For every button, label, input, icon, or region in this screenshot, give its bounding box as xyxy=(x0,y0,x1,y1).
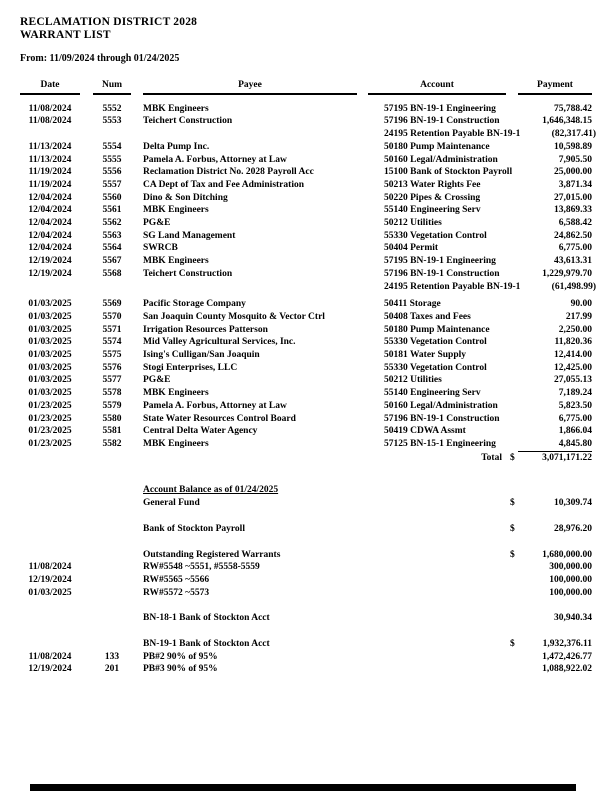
warrant-num: 5555 xyxy=(102,154,122,165)
balance-dollar-sign: $ xyxy=(510,523,515,534)
warrant-account: 15100 Bank of Stockton Payroll xyxy=(384,167,513,178)
warrant-rows xyxy=(20,103,596,452)
warrant-payment: (61,498.99) xyxy=(551,281,596,292)
balance-sub-row xyxy=(20,561,592,574)
warrant-num: 5556 xyxy=(102,167,122,178)
balance-sub-date: 01/03/2025 xyxy=(28,587,72,598)
warrant-payee: Irrigation Resources Patterson xyxy=(143,324,268,335)
warrant-row xyxy=(20,179,592,192)
warrant-row xyxy=(20,268,592,281)
warrant-date: 01/03/2025 xyxy=(28,299,72,310)
total-label: Total xyxy=(481,452,502,463)
warrant-account: 50160 Legal/Administration xyxy=(384,154,498,165)
balance-dollar-sign: $ xyxy=(510,549,515,560)
balance-sub-date: 11/08/2024 xyxy=(28,651,72,662)
warrant-row xyxy=(20,166,592,179)
warrant-payee: Dino & Son Ditching xyxy=(143,192,228,203)
warrant-payment: 6,775.00 xyxy=(558,243,592,254)
balance-item-label: Outstanding Registered Warrants xyxy=(143,549,281,560)
warrant-payee: SG Land Management xyxy=(143,230,236,241)
warrant-num: 5564 xyxy=(102,243,122,254)
balance-sub-row xyxy=(20,587,592,600)
warrant-account: 55140 Engineering Serv xyxy=(384,205,481,216)
warrant-account: 50411 Storage xyxy=(384,299,441,310)
warrant-account: 55330 Vegetation Control xyxy=(384,337,487,348)
warrant-payment: (82,317.41) xyxy=(551,129,596,140)
warrant-date: 12/19/2024 xyxy=(28,256,72,267)
balance-item-amount-cell xyxy=(510,549,592,562)
warrant-date: 01/03/2025 xyxy=(28,362,72,373)
balance-sub-label: RW#5548 ~5551, #5558-5559 xyxy=(143,562,260,573)
warrant-date: 01/23/2025 xyxy=(28,400,72,411)
warrant-payment: 7,189.24 xyxy=(558,388,592,399)
warrant-date xyxy=(20,281,80,294)
warrant-num: 5578 xyxy=(102,388,122,399)
district-title: RECLAMATION DISTRICT 2028 xyxy=(20,16,198,28)
warrant-payee: State Water Resources Control Board xyxy=(143,413,296,424)
balance-sub-row xyxy=(20,651,592,664)
balance-sub-amount: 300,000.00 xyxy=(549,562,592,573)
column-header-account: Account xyxy=(368,79,506,95)
warrant-account: 50408 Taxes and Fees xyxy=(384,311,471,322)
warrant-payee: Teichert Construction xyxy=(143,268,233,279)
warrant-payment: 12,425.00 xyxy=(554,362,592,373)
balance-sub-date: 12/19/2024 xyxy=(28,574,72,585)
warrant-payee: PG&E xyxy=(143,375,171,386)
warrant-payee: CA Dept of Tax and Fee Administration xyxy=(143,179,304,190)
warrant-account: 57195 BN-19-1 Engineering xyxy=(384,103,496,114)
warrant-account: 50404 Permit xyxy=(384,243,439,254)
warrant-payment: 2,250.00 xyxy=(558,324,592,335)
column-header-payment: Payment xyxy=(518,79,592,95)
warrant-payment: 10,598.89 xyxy=(554,141,592,152)
total-row xyxy=(20,452,592,465)
warrant-account: 50212 Utilities xyxy=(384,218,442,229)
balance-item-label: General Fund xyxy=(143,498,200,509)
balance-dollar-sign: $ xyxy=(510,639,515,650)
warrant-num: 5554 xyxy=(102,141,122,152)
balance-item-label: BN-18-1 Bank of Stockton Acct xyxy=(143,613,270,624)
warrant-payee: Pamela A. Forbus, Attorney at Law xyxy=(143,400,287,411)
report-title: WARRANT LIST xyxy=(20,29,111,41)
warrant-account: 50160 Legal/Administration xyxy=(384,400,498,411)
warrant-date: 11/13/2024 xyxy=(28,154,72,165)
warrant-payee: MBK Engineers xyxy=(143,438,209,449)
warrant-date: 11/08/2024 xyxy=(28,103,72,114)
warrant-date: 12/19/2024 xyxy=(28,268,72,279)
balance-item-amount-cell xyxy=(510,638,592,651)
warrant-payee: PG&E xyxy=(143,218,171,229)
warrant-account: 55330 Vegetation Control xyxy=(384,230,487,241)
warrant-row xyxy=(20,311,592,324)
warrant-payee: San Joaquin County Mosquito & Vector Ctrl xyxy=(143,311,325,322)
balance-item-amount: 30,940.34 xyxy=(554,613,592,624)
balance-item-label: Bank of Stockton Payroll xyxy=(143,523,245,534)
balance-sub-date: 11/08/2024 xyxy=(28,562,72,573)
warrant-payee: Central Delta Water Agency xyxy=(143,426,258,437)
warrant-num: 5568 xyxy=(102,268,122,279)
balance-sub-amount: 1,088,922.02 xyxy=(542,664,592,675)
balance-item-row xyxy=(20,549,592,562)
warrant-row xyxy=(20,128,596,141)
warrant-payment: 11,820.36 xyxy=(554,337,592,348)
total-amount: 3,071,171.22 xyxy=(542,452,592,463)
warrant-payment: 6,775.00 xyxy=(558,413,592,424)
warrant-num: 5571 xyxy=(102,324,122,335)
warrant-date: 01/23/2025 xyxy=(28,426,72,437)
column-header-num: Num xyxy=(93,79,131,95)
balance-item-row xyxy=(20,497,592,510)
warrant-num: 5552 xyxy=(102,103,122,114)
warrant-num: 5567 xyxy=(102,256,122,267)
warrant-account: 50220 Pipes & Crossing xyxy=(384,192,481,203)
balance-sub-date: 12/19/2024 xyxy=(28,664,72,675)
warrant-row xyxy=(20,324,592,337)
balance-item-amount-cell xyxy=(510,497,592,510)
warrant-account: 50181 Water Supply xyxy=(384,350,467,361)
balance-sub-label: PB#2 90% of 95% xyxy=(143,651,218,662)
warrant-payee: Reclamation District No. 2028 Payroll Acc xyxy=(143,167,314,178)
total-dollar-sign: $ xyxy=(510,452,515,463)
balance-item-amount: 28,976.20 xyxy=(554,523,592,534)
warrant-payment: 27,015.00 xyxy=(554,192,592,203)
page-bottom-edge xyxy=(30,784,576,791)
warrant-payment: 27,055.13 xyxy=(554,375,592,386)
warrant-date: 01/03/2025 xyxy=(28,375,72,386)
warrant-account: 57196 BN-19-1 Construction xyxy=(384,268,500,279)
warrant-row xyxy=(20,425,592,438)
warrant-payment: 12,414.00 xyxy=(554,350,592,361)
warrant-row xyxy=(20,413,592,426)
warrant-num: 5557 xyxy=(102,179,122,190)
balance-item-amount-cell xyxy=(518,612,592,625)
warrant-payee: Stogi Enterprises, LLC xyxy=(143,362,238,373)
balance-sub-num xyxy=(93,561,131,574)
warrant-date: 01/03/2025 xyxy=(28,388,72,399)
warrant-date: 11/19/2024 xyxy=(28,167,72,178)
warrant-payment: 1,646,348.15 xyxy=(542,116,592,127)
warrant-row xyxy=(20,217,592,230)
warrant-payee xyxy=(143,281,357,294)
warrant-payment: 5,823.50 xyxy=(558,400,592,411)
warrant-date: 01/23/2025 xyxy=(28,413,72,424)
balance-sub-amount: 100,000.00 xyxy=(549,574,592,585)
column-header-date: Date xyxy=(20,79,80,95)
warrant-payment: 13,869.33 xyxy=(554,205,592,216)
warrant-payment: 25,000.00 xyxy=(554,167,592,178)
warrant-date: 12/04/2024 xyxy=(28,218,72,229)
warrant-payee: Delta Pump Inc. xyxy=(143,141,210,152)
warrant-payee: MBK Engineers xyxy=(143,388,209,399)
warrant-payee: Teichert Construction xyxy=(143,116,233,127)
warrant-num: 5577 xyxy=(102,375,122,386)
warrant-row xyxy=(20,230,592,243)
balance-item-amount-cell xyxy=(510,523,592,536)
warrant-date: 01/03/2025 xyxy=(28,337,72,348)
warrant-date: 12/04/2024 xyxy=(28,192,72,203)
balance-item-amount: 1,680,000.00 xyxy=(542,549,592,560)
balance-sub-row xyxy=(20,574,592,587)
balance-item-amount: 1,932,376.11 xyxy=(542,639,592,650)
balance-sub-amount: 100,000.00 xyxy=(549,587,592,598)
date-range: From: 11/09/2024 through 01/24/2025 xyxy=(20,53,180,64)
warrant-num: 5570 xyxy=(102,311,122,322)
balance-item-amount: 10,309.74 xyxy=(554,498,592,509)
warrant-account: 50180 Pump Maintenance xyxy=(384,141,490,152)
warrant-num: 5561 xyxy=(102,205,122,216)
warrant-account: 57196 BN-19-1 Construction xyxy=(384,413,500,424)
balance-sub-row xyxy=(20,663,592,676)
warrant-date: 01/03/2025 xyxy=(28,311,72,322)
warrant-date: 12/04/2024 xyxy=(28,230,72,241)
warrant-payment: 43,613.31 xyxy=(554,256,592,267)
warrant-num: 5579 xyxy=(102,400,122,411)
warrant-num: 5574 xyxy=(102,337,122,348)
warrant-row xyxy=(20,362,592,375)
warrant-payee xyxy=(143,128,357,141)
balance-sub-num: 133 xyxy=(104,651,120,662)
warrant-row xyxy=(20,336,592,349)
document-title-block xyxy=(20,16,592,42)
warrant-num: 5576 xyxy=(102,362,122,373)
balance-sub-label: PB#3 90% of 95% xyxy=(143,664,218,675)
warrant-row xyxy=(20,255,592,268)
balance-sub-label: RW#5572 ~5573 xyxy=(143,587,210,598)
warrant-row xyxy=(20,349,592,362)
warrant-payment: 1,866.04 xyxy=(558,426,592,437)
warrant-row xyxy=(20,281,596,294)
warrant-account: 57125 BN-15-1 Engineering xyxy=(384,438,496,449)
balance-heading xyxy=(143,484,357,497)
warrant-row xyxy=(20,141,592,154)
warrant-num: 5553 xyxy=(102,116,122,127)
warrant-account: 50212 Utilities xyxy=(384,375,442,386)
balance-sub-amount: 1,472,426.77 xyxy=(542,651,592,662)
warrant-payee: Mid Valley Agricultural Services, Inc. xyxy=(143,337,296,348)
warrant-date: 11/13/2024 xyxy=(28,141,72,152)
warrant-payee: MBK Engineers xyxy=(143,205,209,216)
warrant-num: 5560 xyxy=(102,192,122,203)
warrant-payment: 6,588.42 xyxy=(558,218,592,229)
warrant-payee: MBK Engineers xyxy=(143,103,209,114)
balance-sub-num xyxy=(93,587,131,600)
warrant-account: 50419 CDWA Assmt xyxy=(384,426,466,437)
warrant-payment: 1,229,979.70 xyxy=(542,268,592,279)
warrant-payment: 7,905.50 xyxy=(558,154,592,165)
warrant-account: 24195 Retention Payable BN-19-1 xyxy=(384,129,521,140)
warrant-date: 12/04/2024 xyxy=(28,243,72,254)
warrant-num: 5581 xyxy=(102,426,122,437)
warrant-account: 55140 Engineering Serv xyxy=(384,388,481,399)
warrant-row xyxy=(20,387,592,400)
warrant-payee: SWRCB xyxy=(143,243,178,254)
warrant-row xyxy=(20,115,592,128)
balance-item-row xyxy=(20,612,592,625)
warrant-num: 5582 xyxy=(102,438,122,449)
warrant-payment: 217.99 xyxy=(565,311,592,322)
balance-item-label: BN-19-1 Bank of Stockton Acct xyxy=(143,639,270,650)
balance-sub-num: 201 xyxy=(104,664,120,675)
warrant-date: 01/03/2025 xyxy=(28,324,72,335)
table-header-row xyxy=(20,79,592,95)
warrant-date: 01/23/2025 xyxy=(28,438,72,449)
warrant-account: 50213 Water Rights Fee xyxy=(384,179,481,190)
warrant-payee: Ising's Culligan/San Joaquin xyxy=(143,350,260,361)
warrant-num xyxy=(93,281,131,294)
warrant-row xyxy=(20,242,592,255)
warrant-account: 50180 Pump Maintenance xyxy=(384,324,490,335)
warrant-num: 5580 xyxy=(102,413,122,424)
balance-heading-label: Account Balance as of 01/24/2025 xyxy=(143,485,279,496)
warrant-num xyxy=(93,128,131,141)
warrant-row xyxy=(20,374,592,387)
warrant-date: 12/04/2024 xyxy=(28,205,72,216)
warrant-payee: Pamela A. Forbus, Attorney at Law xyxy=(143,154,287,165)
warrant-num: 5575 xyxy=(102,350,122,361)
warrant-date: 01/03/2025 xyxy=(28,350,72,361)
balance-heading-row xyxy=(20,484,592,497)
warrant-account: 57196 BN-19-1 Construction xyxy=(384,116,500,127)
warrant-date xyxy=(20,128,80,141)
balance-sub-num xyxy=(93,574,131,587)
warrant-account: 55330 Vegetation Control xyxy=(384,362,487,373)
warrant-row xyxy=(20,154,592,167)
warrant-num: 5562 xyxy=(102,218,122,229)
balance-sub-label: RW#5565 ~5566 xyxy=(143,574,210,585)
warrant-num: 5569 xyxy=(102,299,122,310)
warrant-payee: MBK Engineers xyxy=(143,256,209,267)
warrant-account: 57195 BN-19-1 Engineering xyxy=(384,256,496,267)
warrant-date: 11/19/2024 xyxy=(28,179,72,190)
balance-item-row xyxy=(20,523,592,536)
warrant-row xyxy=(20,103,592,116)
warrant-payment: 90.00 xyxy=(570,299,592,310)
balance-item-row xyxy=(20,638,592,651)
warrant-payment: 24,862.50 xyxy=(554,230,592,241)
warrant-payment: 4,845.80 xyxy=(518,438,592,452)
warrant-payee: Pacific Storage Company xyxy=(143,299,246,310)
warrant-payment: 75,788.42 xyxy=(554,103,592,114)
warrant-row xyxy=(20,298,592,311)
warrant-row xyxy=(20,438,592,452)
warrant-row xyxy=(20,204,592,217)
column-header-payee: Payee xyxy=(143,79,357,95)
warrant-row xyxy=(20,192,592,205)
total-payment xyxy=(510,452,592,465)
warrant-num: 5563 xyxy=(102,230,122,241)
warrant-row xyxy=(20,400,592,413)
account-balance-section xyxy=(20,484,592,676)
warrant-date: 11/08/2024 xyxy=(28,116,72,127)
warrant-account: 24195 Retention Payable BN-19-1 xyxy=(384,281,521,292)
balance-dollar-sign: $ xyxy=(510,498,515,509)
warrant-payment: 3,871.34 xyxy=(558,179,592,190)
